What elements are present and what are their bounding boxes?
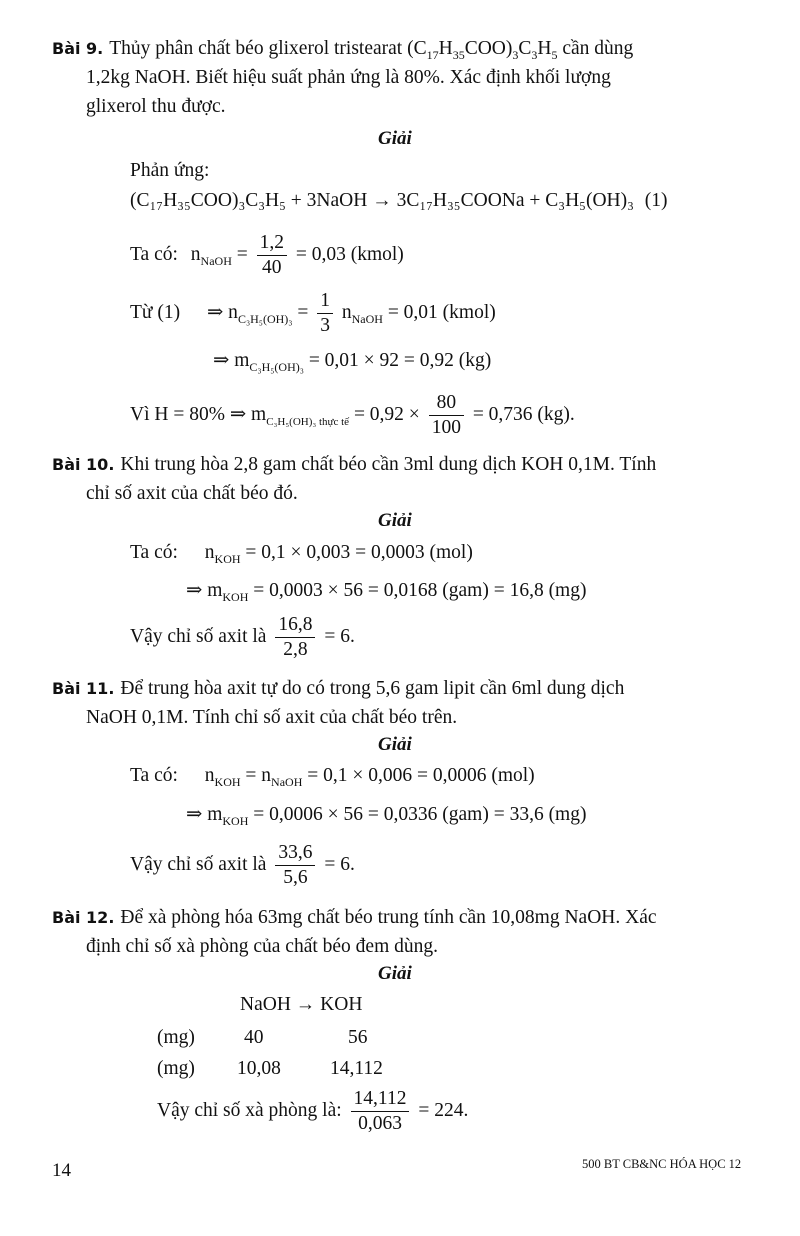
ratio-value: 14,112 xyxy=(330,1058,383,1079)
ratio-value: 10,08 xyxy=(237,1058,281,1079)
problem-text: glixerol thu được. xyxy=(86,96,226,117)
problem-9 xyxy=(52,34,752,121)
fraction: $\frac{14,112}{0,063}$ xyxy=(351,1088,410,1135)
products: 3C₁₇H₃₅COONa + C₃H₅(OH)₃ xyxy=(396,190,634,211)
calc-line: Ta có: $n_{KOH} = n_{NaOH} = 0,1 \times 0,006 = 0,0006$ (mol) xyxy=(130,765,535,789)
result-line: Vậy chỉ số axit là $\frac{16,8}{2,8}$ = 6. xyxy=(130,614,355,660)
ratio-unit: (mg) xyxy=(157,1058,195,1079)
ratio-header: NaOH → KOH xyxy=(240,994,363,1015)
problem-12 xyxy=(52,903,752,961)
problem-10 xyxy=(52,450,752,508)
reaction-equation xyxy=(130,190,668,212)
problem-label: Bài 12. xyxy=(52,908,115,927)
equation-tag: (1) xyxy=(644,190,668,211)
problem-text: Khi trung hòa 2,8 gam chất béo cần 3ml dung dịch KOH 0,1M. Tính xyxy=(120,454,657,475)
calc-m-thucte: Vì H = 80% ⇒ $m_{C_3H_5(OH)_3 thực tế} = 0,92$ × $\frac{80}{100}$ = 0,736 (kg). xyxy=(130,392,575,438)
fraction: $\frac{33,6}{5,6}$ xyxy=(275,842,315,889)
problem-label: Bài 9. xyxy=(52,39,104,58)
result-line: Vậy chỉ số xà phòng là: $\frac{14,112}{0,063}$ = 224. xyxy=(157,1088,469,1134)
solution-heading: Giải xyxy=(378,734,412,755)
problem-text: chỉ số axit của chất béo đó. xyxy=(86,483,298,504)
problem-text: 1,2kg NaOH. Biết hiệu suất phản ứng là 80%. Xác định khối lượng xyxy=(86,67,611,88)
problem-11 xyxy=(52,674,752,732)
calc-line: ⇒ $m_{KOH} = 0,0003 \times 56 = 0,0168$ (gam) = 16,8 (mg) xyxy=(186,580,587,604)
solution-heading: Giải xyxy=(378,128,412,149)
solution-heading: Giải xyxy=(378,963,412,984)
fraction: $\frac{1,2}{40}$ xyxy=(257,232,287,279)
ratio-unit: (mg) xyxy=(157,1027,195,1048)
book-title: 500 BT CB&NC HÓA HỌC 12 xyxy=(582,1157,742,1171)
calc-line: ⇒ $m_{KOH} = 0,0006 \times 56 = 0,0336$ (gam) = 33,6 (mg) xyxy=(186,804,587,828)
fraction: $\frac{16,8}{2,8}$ xyxy=(275,614,315,661)
fraction: $\frac{1}{3}$ xyxy=(317,290,333,337)
problem-text: Để trung hòa axit tự do có trong 5,6 gam lipit cần 6ml dung dịch xyxy=(120,678,625,699)
problem-text: NaOH 0,1M. Tính chỉ số axit của chất béo trên. xyxy=(86,707,458,728)
ratio-value: 56 xyxy=(348,1027,368,1048)
problem-text: định chỉ số xà phòng của chất béo đem dùng. xyxy=(86,936,438,957)
reactants: (C₁₇H₃₅COO)₃C₃H₅ + 3NaOH xyxy=(130,190,368,211)
problem-label: Bài 10. xyxy=(52,455,115,474)
reaction-label: Phản ứng: xyxy=(130,160,210,181)
calc-line: Ta có: $n_{KOH} = 0,1 \times 0,003 = 0,0003$ (mol) xyxy=(130,542,473,566)
page-number: 14 xyxy=(52,1160,71,1181)
solution-heading: Giải xyxy=(378,510,412,531)
calc-m-glixerol: ⇒ $m_{C_3H_5(OH)_3} = 0,01 \times 92 = 0,92$ (kg) xyxy=(213,350,492,374)
problem-label: Bài 11. xyxy=(52,679,115,698)
problem-text: Để xà phòng hóa 63mg chất béo trung tính cần 10,08mg NaOH. Xác xyxy=(120,907,657,928)
ratio-value: 40 xyxy=(244,1027,264,1048)
calc-n-glixerol: Từ (1) ⇒ $n_{C_3H_5(OH)_3}$ = $\frac{1}{3}$ $n_{NaOH} = 0,01$ (kmol) xyxy=(130,290,496,336)
problem-text: Thủy phân chất béo glixerol tristearat $(C_{17}H_{35}COO)_3C_3H_5$ cần dùng xyxy=(109,38,634,62)
calc-n-naoh: Ta có: $n_{NaOH}$ = $\frac{1,2}{40}$ = 0,03 (kmol) xyxy=(130,232,404,278)
arrow-icon: → xyxy=(372,190,392,211)
fraction: $\frac{80}{100}$ xyxy=(429,392,464,439)
result-line: Vậy chỉ số axit là $\frac{33,6}{5,6}$ = 6. xyxy=(130,842,355,888)
